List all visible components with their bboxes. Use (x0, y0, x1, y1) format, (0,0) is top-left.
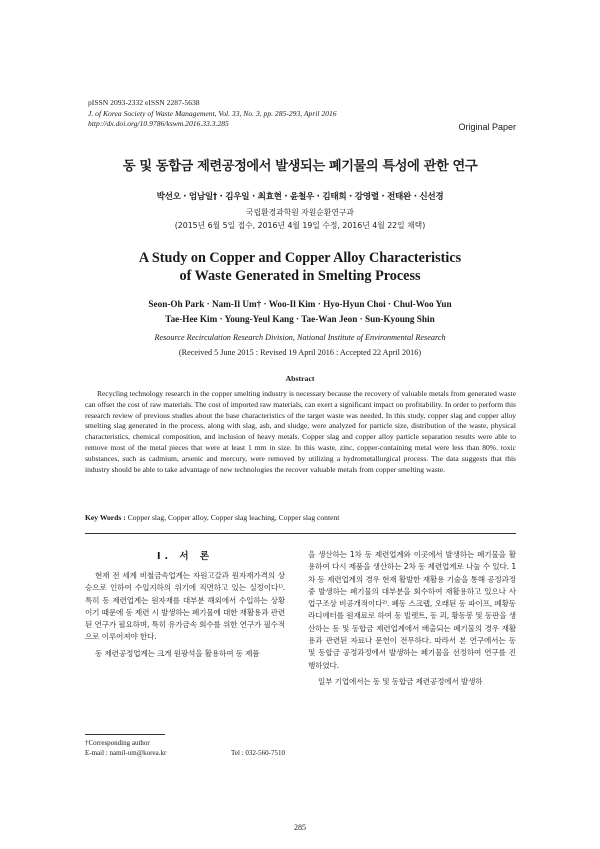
institution-korean: 국립환경과학원 자원순환연구과 (246, 208, 354, 217)
section-heading-introduction: I. 서 론 (156, 551, 214, 562)
title-english-line2: of Waste Generated in Smelting Process (179, 267, 421, 284)
institution-english: Resource Recirculation Research Division, National Institute of Environmental Research (154, 333, 446, 342)
journal-citation: J. of Korea Society of Waste Management, Vol. 33, No. 3, pp. 285-293, April 2016 (88, 108, 337, 118)
dates-korean: (2015년 6월 5일 접수, 2016년 4월 19일 수정, 2016년 4월 22일 채택) (174, 221, 426, 230)
section-divider (85, 533, 516, 534)
footnote-label: †Corresponding author (85, 739, 150, 747)
keywords-label: Key Words : (85, 513, 126, 522)
paragraph: 을 생산하는 1차 동 제련업계와 이곳에서 발생하는 폐기물을 활용하여 다시 제품을 생산하는 2차 동 제련업계로 나눌 수 있다. 1차 동 제련업계의 경우 현재 활발한 재활용 기술을 통해 공정과정 중 발생하는 폐기물의 대부분을 회수하여 재활용하고 있으나 사업구조상 비공개적이다²⁾. 폐동 스크랩, 오래된 동 파이프, 폐황동 라디에터를 원재료로 하여 동 빌렛트, 동 괴, 황동봉 및 동판을 생산하는 동 및 동합금 제련업계에서 배출되는 폐기물의 경우 재활용과 관련된 자료나 문헌이 전무하다. 따라서 본 연구에서는 동 및 동합금 공정과정에서 발생하는 폐기물을 선정하여 연구를 진행하였다. (308, 550, 516, 670)
title-korean: 동 및 동합금 제련공정에서 발생되는 폐기물의 특성에 관한 연구 (122, 159, 478, 174)
issn-line: pISSN 2093-2332 eISSN 2287-5638 (88, 98, 200, 107)
footnote-email[interactable]: E-mail : namil-um@korea.kr (85, 749, 167, 757)
paragraph: 현재 전 세계 비철금속업계는 자원고갈과 원자재가격의 상승으로 인하여 수입지하의 위기에 직면하고 있는 실정이다¹⁾. 특히 동 제련업계는 원자재를 대부분 해외에서 수입하는 상황이기 때문에 동 제련 시 발생하는 폐기물에 대한 재활용과 관련된 연구가 필요하며, 특히 유가금속 회수를 위한 연구가 필수적으로 이루어져야 한다. (85, 571, 286, 642)
footnote-rule (85, 734, 165, 735)
body-column-right (308, 549, 516, 692)
authors-korean: 박선오 · 엄남일† · 김우일 · 최효현 · 윤철우 · 김태희 · 강영렬 · 전태완 · 신선경 (156, 192, 444, 202)
keywords (85, 513, 516, 522)
article-type-label: Original Paper (458, 122, 516, 132)
title-english-line1: A Study on Copper and Copper Alloy Characteristics (138, 250, 462, 266)
paragraph: 동 제련공정업계는 크게 원광석을 활용하여 동 제품 (95, 648, 260, 658)
abstract-body: Recycling technology research in the copper smelting industry is necessary because the recovery of valuable metals from generated waste can offset the cost of raw materials. The cost of imported raw materials, can exert a significant impact on profitability. In order to perform this research review of previous studies about the base characteristics of the target waste was needed. In this study, copper slag and copper alloy smelting slag generated in the process, along with slag, ash, and sludge, were analyzed for particle size, distribution of the waste, physical characteristics, chemical composition, and inclusion of heavy metals. Copper slag and copper alloy particle separation results were able to remove most of the metal pieces that were at least 1 mm in size. In this waste, zinc, copper-containing metal were less than 80%. toxic substances, such as cadmium, arsenic and mercury, were removed by utilizing a hydrometallurgical process. The data suggests that this industry should be able to take advantage of new technologies the recover valuable metals from copper smelting waste. (85, 389, 516, 474)
journal-header (88, 98, 337, 130)
doi-link[interactable]: http://dx.doi.org/10.9786/kswm.2016.33.3.285 (88, 119, 229, 128)
body-column-left (85, 570, 285, 664)
authors-english (0, 297, 600, 327)
keywords-text: Copper slag, Copper alloy, Copper slag leaching, Copper slag content (127, 513, 340, 522)
authors-english-line2: Tae-Hee Kim · Young-Yeul Kang · Tae-Wan Jeon · Sun-Kyoung Shin (165, 314, 435, 324)
abstract-heading: Abstract (285, 374, 315, 383)
authors-english-line1: Seon-Oh Park · Nam-Il Um† · Woo-Il Kim · Hyo-Hyun Choi · Chul-Woo Yun (148, 299, 452, 309)
footnote-tel: Tel : 032-560-7510 (231, 749, 285, 757)
dates-english: (Received 5 June 2015 : Revised 19 April 2016 : Accepted 22 April 2016) (178, 348, 422, 357)
title-english (0, 250, 600, 285)
paragraph: 일부 기업에서는 동 및 동합금 제련공정에서 발생하 (318, 676, 483, 686)
footnote (85, 738, 285, 758)
page-number: 285 (294, 823, 306, 832)
